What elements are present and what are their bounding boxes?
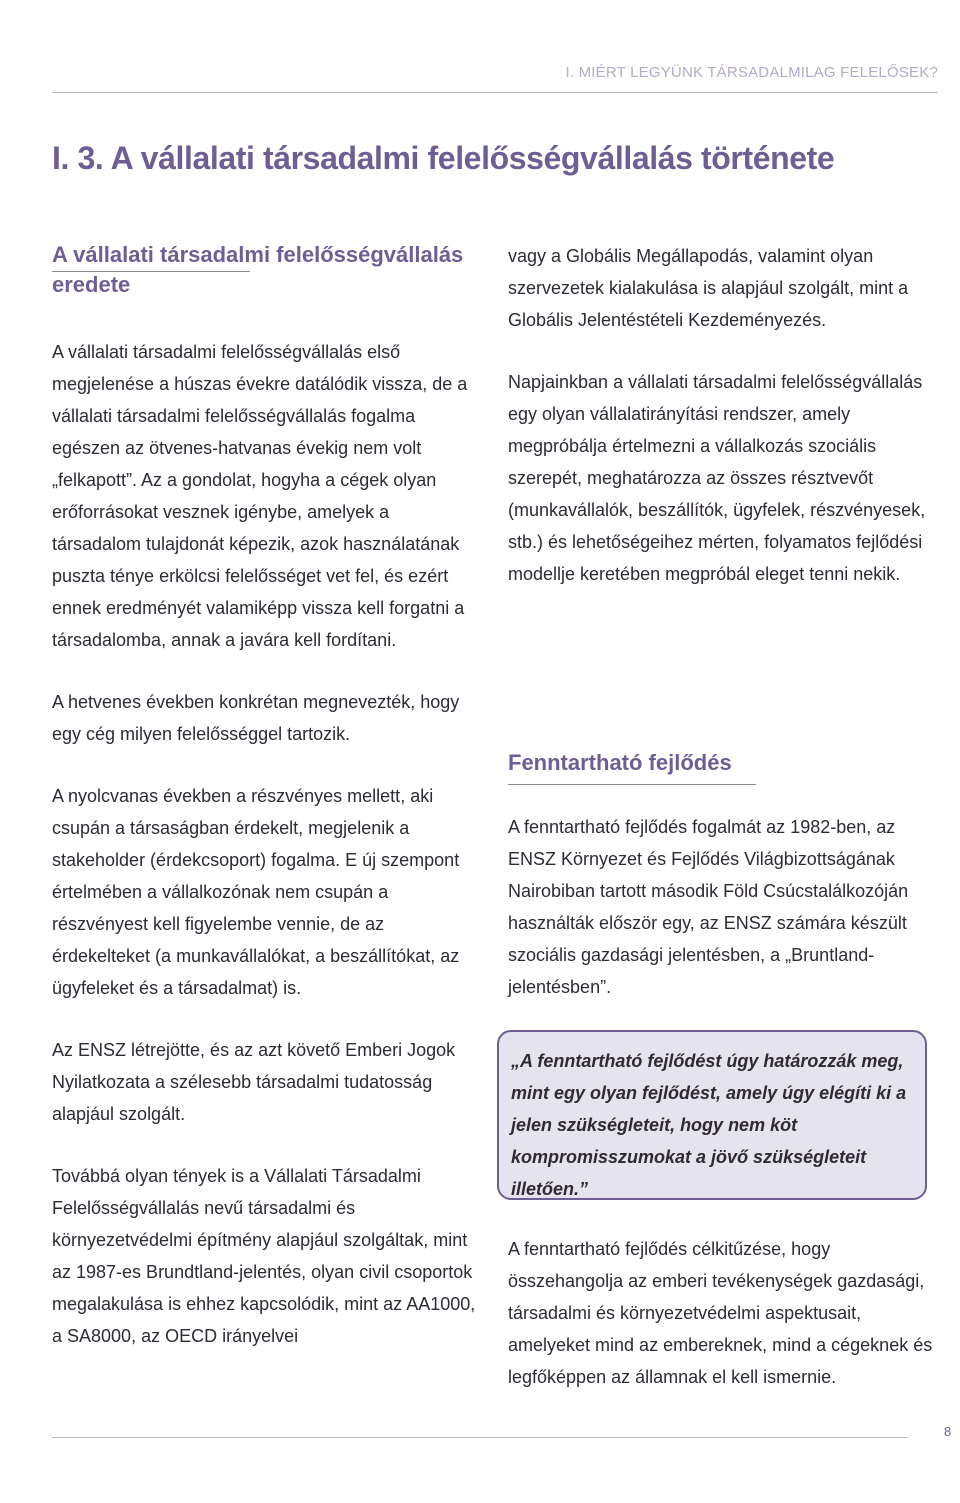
subheading-underline — [52, 271, 250, 272]
paragraph-sustainable-goal: A fenntartható fejlődés célkitűzése, hogy összehangolja az emberi tevékenységek gazdasági, társadalmi és környezetvédelmi aspektusait, amelyeket mind az embereknek, mind a cégeknek és legfőképpen az államnak el kell ismernie. — [508, 1239, 933, 1387]
paragraph-un: Az ENSZ létrejötte, és az azt követő Emberi Jogok Nyilatkozata a szélesebb társadalmi tudatosság alapjául szolgált. — [52, 1040, 456, 1124]
subheading-underline — [508, 784, 756, 785]
paragraph-eighties: A nyolcvanas években a részvényes mellett, aki csupán a társaságban érdekelt, megjelenik a stakeholder (érdekcsoport) fogalma. E új szempont értelmében a vállalkozónak nem csupán a részvényest kell figyelembe vennie, de az érdekelteket (a munkavállalókat, a beszállítókat, az ügyfeleket és a társadalmat) is. — [52, 786, 460, 998]
subheading-sustainable-development: Fenntartható fejlődés — [508, 750, 732, 775]
footer-divider — [52, 1437, 907, 1438]
chapter-title: I. 3. A vállalati társadalmi felelősségvállalás története — [52, 140, 835, 176]
running-header: I. MIÉRT LEGYÜNK TÁRSADALMILAG FELELŐSEK? — [565, 64, 938, 81]
paragraph-origin: A vállalati társadalmi felelősségvállalás első megjelenése a húszas évekre datálódik vissza, de a vállalati társadalmi felelősségvállalás fogalma egészen az ötvenes-hatvanas évekig nem volt „felkapott”. Az a gondolat, hogyha a cégek olyan erőforrásokat vesznek igénybe, amelyek a társadalom tulajdonát képezik, azok használatának puszta ténye erkölcsi felelősséget vet fel, és ezért ennek eredményét valamiképp vissza kell forgatni a társadalomba, annak a javára kell fordítani. — [52, 342, 468, 650]
paragraph-further-facts: Továbbá olyan tények is a Vállalati Társadalmi Felelősségvállalás nevű társadalmi és környezetvédelmi építmény alapjául szolgáltak, mint az 1987-es Brundtland-jelentés, olyan civil csoportok megalakulása is ehhez kapcsolódik, mint az AA1000, a SA8000, az OECD irányelvei — [52, 1166, 476, 1346]
page-number: 8 — [944, 1424, 952, 1439]
paragraph-nowadays: Napjainkban a vállalati társadalmi felelősségvállalás egy olyan vállalatirányítási rendszer, amely megpróbálja értelmezni a vállalkozás szociális szerepét, meghatározza az összes résztvevőt (munkavállalók, beszállítók, ügyfelek, részvényesek, stb.) és lehetőségeihez mérten, folyamatos fejlődési modellje keretében megpróbál eleget tenni nekik. — [508, 372, 926, 584]
right-column-top — [508, 240, 933, 620]
paragraph-seventies: A hetvenes években konkrétan megnevezték, hogy egy cég milyen felelősséggel tartozik. — [52, 692, 460, 744]
paragraph-global-compact: vagy a Globális Megállapodás, valamint olyan szervezetek kialakulása is alapjául szolgált, mint a Globális Jelentéstételi Kezdeményezés. — [508, 246, 909, 330]
left-column — [52, 240, 482, 1382]
definition-quote: „A fenntartható fejlődést úgy határozzák meg, mint egy olyan fejlődést, amely úgy elégíti ki a jelen szükségleteit, hogy nem köt kompromisszumokat a jövő szükségleteit illetően.” — [511, 1051, 907, 1199]
header-divider — [52, 92, 938, 93]
right-column-bottom — [508, 1233, 933, 1423]
paragraph-sustainable-origin: A fenntartható fejlődés fogalmát az 1982-ben, az ENSZ Környezet és Fejlődés Világbizottságának Nairobiban tartott második Föld Csúcstalálkozóján használták először egy, az ENSZ számára készült szociális gazdasági jelentésben, a „Bruntland-jelentésben”. — [508, 817, 909, 997]
definition-quote-box — [497, 1030, 927, 1200]
right-column-middle — [508, 748, 933, 1033]
subheading-origin: A vállalati társadalmi felelősségvállalás eredete — [52, 242, 464, 297]
